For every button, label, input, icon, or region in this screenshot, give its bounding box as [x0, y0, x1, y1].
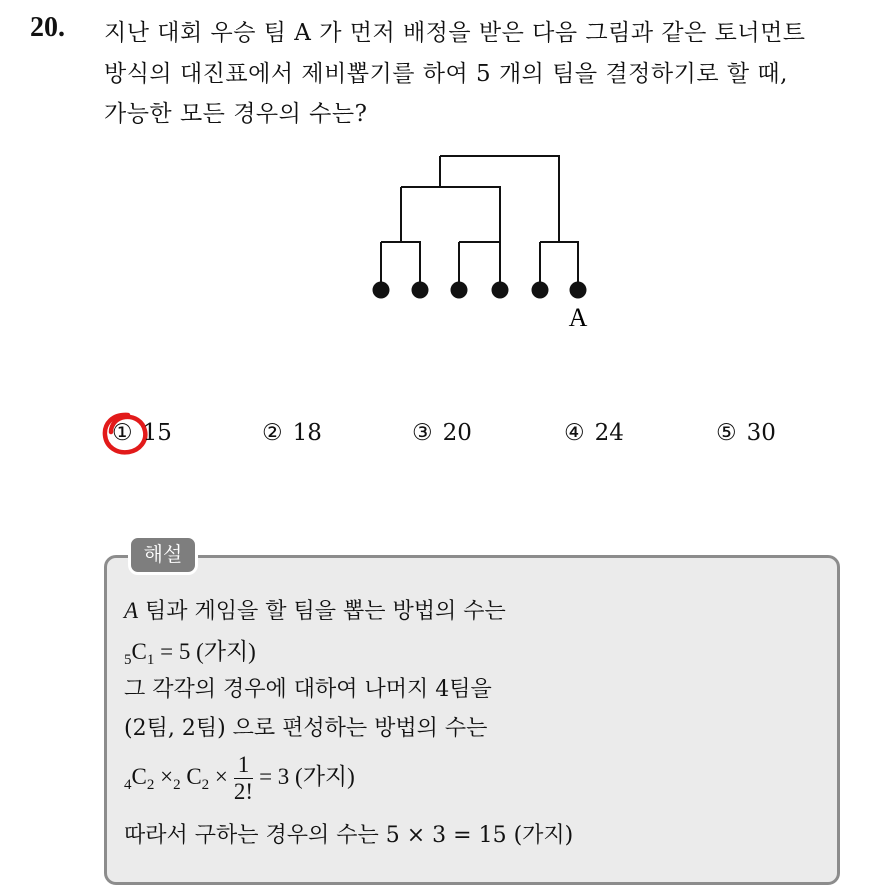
combination-r: 1: [146, 652, 155, 668]
choice-5[interactable]: [716, 420, 776, 446]
team-node: [373, 282, 390, 299]
bracket-pair-3: [540, 242, 578, 290]
team-var: A: [124, 598, 139, 623]
combination-n: 4: [124, 776, 132, 793]
solution-line-1: [124, 594, 506, 625]
fraction: [234, 752, 253, 805]
combination-symbol: C: [131, 763, 147, 789]
choice-1[interactable]: [112, 420, 172, 446]
choice-value: 15: [142, 420, 172, 446]
bracket-pair-1: [381, 242, 420, 290]
solution-line-5-text: = 3 (가지): [259, 763, 355, 789]
solution-line-2: [124, 633, 256, 669]
combination-r: 2: [201, 776, 210, 793]
solution-line-1-text: 팀과 게임을 할 팀을 뽑는 방법의 수는: [138, 599, 506, 624]
solution-line-6: 따라서 구하는 경우의 수는 5 × 3 = 15 (가지): [124, 823, 574, 848]
combination-n: 5: [124, 652, 132, 668]
combination-symbol: C: [131, 639, 147, 664]
team-a-label: A: [568, 303, 588, 332]
team-node: [412, 282, 429, 299]
question-text-line-2: 방식의 대진표에서 제비뽑기를 하여 5 개의 팀을 결정하기로 할 때,: [104, 61, 788, 87]
team-node: [451, 282, 468, 299]
times-sign: ×: [209, 763, 228, 789]
times-sign: ×: [154, 763, 174, 789]
choice-marker: ②: [262, 420, 283, 446]
choice-marker: ①: [112, 420, 133, 446]
combination-r: 2: [146, 776, 155, 793]
question-text-line-3: 가능한 모든 경우의 수는?: [104, 101, 368, 127]
solution-line-2-text: = 5 (가지): [154, 639, 256, 664]
choice-marker: ④: [564, 420, 585, 446]
solution-line-4: (2팀, 2팀) 으로 편성하는 방법의 수는: [124, 716, 488, 741]
choice-value: 30: [746, 420, 776, 446]
choice-marker: ⑤: [716, 420, 737, 446]
question-number: 20.: [30, 12, 65, 43]
tournament-bracket-diagram: [360, 150, 600, 335]
choice-value: 18: [292, 420, 322, 446]
combination-symbol: C: [180, 763, 202, 789]
team-node: [532, 282, 549, 299]
choice-2[interactable]: [262, 420, 322, 446]
team-node-a: [570, 282, 587, 299]
solution-line-5: [124, 752, 355, 805]
team-node: [492, 282, 509, 299]
question-text-line-1: 지난 대회 우승 팀 A 가 먼저 배정을 받은 다음 그림과 같은 토너먼트: [104, 20, 806, 46]
choice-value: 20: [442, 420, 472, 446]
choice-marker: ③: [412, 420, 433, 446]
choice-4[interactable]: [564, 420, 624, 446]
solution-line-3: 그 각각의 경우에 대하여 나머지 4팀을: [124, 677, 492, 702]
solution-tab: 해설: [128, 535, 198, 575]
choice-3[interactable]: [412, 420, 472, 446]
bracket-pair-2: [459, 242, 500, 290]
fraction-numerator: 1: [234, 752, 253, 779]
fraction-denominator: 2!: [233, 779, 254, 804]
bracket-second-level: [401, 187, 500, 242]
combination-n: 2: [173, 776, 181, 793]
choice-value: 24: [594, 420, 624, 446]
